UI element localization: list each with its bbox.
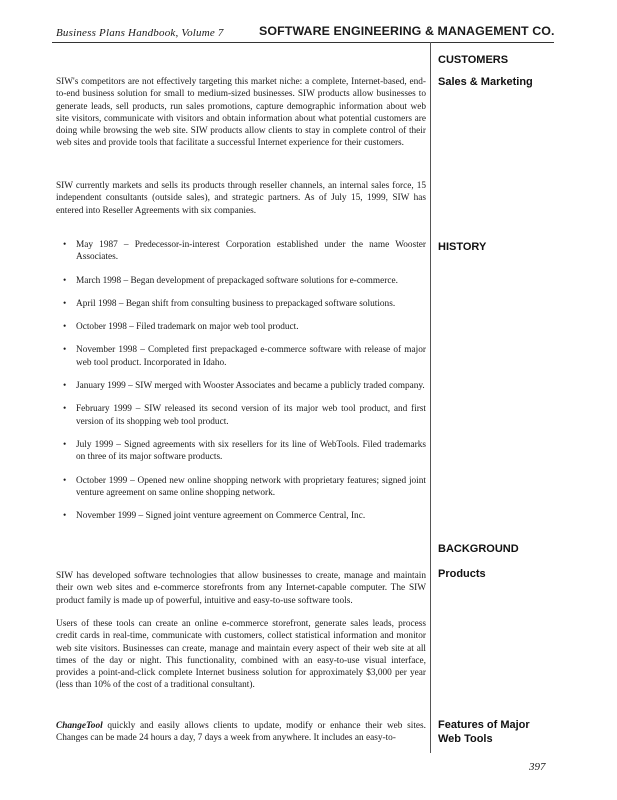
section-heading-customers: CUSTOMERS — [438, 54, 509, 66]
header-company-name: SOFTWARE ENGINEERING & MANAGEMENT CO. — [259, 24, 555, 38]
customers-paragraph-2: SIW currently markets and sells its products through reseller channels, an internal sales force, 15 independent consultants (outside sales), and strategic partners. As of July 15, 1999, SIW has entered into Reseller Agreements with six companies. — [56, 181, 426, 216]
header-divider — [52, 42, 554, 43]
products-paragraph-2: Users of these tools can create an online e-commerce storefront, generate sales leads, process credit cards in real-time, communicate with customers, collect statistical information and monitor web site visitors. Businesses can create, manage and maintain every aspect of their web site at all times of the day or night. This functionality, combined with an easy-to-use visual interface, provides a point-and-click complete Internet business solution for approximately $3,000 per year (less than 10% of the cost of a traditional consultant). — [56, 619, 426, 691]
section-heading-background: BACKGROUND — [438, 543, 519, 555]
history-item: • October 1998 – Filed trademark on major web tool product. — [56, 321, 426, 333]
features-heading-line-2: Web Tools — [438, 733, 493, 745]
products-paragraph-1: SIW has developed software technologies that allow businesses to create, manage and maintain their own web sites and e-commerce storefronts from any Internet-capable computer. The SIW product family is made up of powerful, intuitive and easy-to-use software tools. — [56, 571, 426, 606]
customers-paragraph-1: SIW's competitors are not effectively targeting this market niche: a complete, Internet-based, end-to-end business solution for small to medium-sized businesses. SIW products allow businesses to generate leads, sell products, run sales promotions, capture demographic information about web site visitors, communicate with visitors and obtain information about what potential customers are doing while browsing the web site. SIW products allow clients to stay in complete control of their web sites and provide tools that facilitate a successful Internet experience for their customers. — [56, 77, 426, 149]
changetool-description: quickly and easily allows clients to update, modify or enhance their web sites. Changes can be made 24 hours a day, 7 days a week from anywhere. It includes an easy-to- — [56, 721, 426, 744]
page-number: 397 — [529, 761, 546, 773]
history-item: • March 1998 – Began development of prepackaged software solutions for e-commerce. — [56, 275, 426, 287]
history-item: • May 1987 – Predecessor-in-interest Corporation established under the name Wooster Associates. — [56, 239, 426, 264]
section-heading-history: HISTORY — [438, 241, 487, 253]
header-book-title: Business Plans Handbook, Volume 7 — [56, 27, 224, 39]
subheading-sales-marketing: Sales & Marketing — [438, 76, 533, 88]
history-item: • November 1999 – Signed joint venture agreement on Commerce Central, Inc. — [56, 510, 426, 522]
features-heading-line-1: Features of Major — [438, 719, 530, 731]
subheading-products: Products — [438, 568, 486, 580]
history-item: • February 1999 – SIW released its second version of its major web tool product, and first version of its shopping web tool product. — [56, 403, 426, 428]
history-item: • April 1998 – Began shift from consulting business to prepackaged software solutions. — [56, 298, 426, 310]
history-item: • July 1999 – Signed agreements with six resellers for its line of WebTools. Filed trademarks on three of its major software products. — [56, 439, 426, 464]
column-divider — [430, 42, 431, 753]
features-paragraph — [56, 720, 426, 745]
changetool-product-name: ChangeTool — [56, 721, 103, 731]
history-item: • October 1999 – Opened new online shopping network with proprietary features; signed joint venture agreement on same online shopping network. — [56, 475, 426, 500]
subheading-features-of-major-web-tools — [438, 718, 530, 746]
history-timeline-list — [56, 239, 426, 533]
history-item: • November 1998 – Completed first prepackaged e-commerce software with release of major web tool product. Incorporated in Idaho. — [56, 344, 426, 369]
history-item: • January 1999 – SIW merged with Wooster Associates and became a publicly traded company. — [56, 380, 426, 392]
